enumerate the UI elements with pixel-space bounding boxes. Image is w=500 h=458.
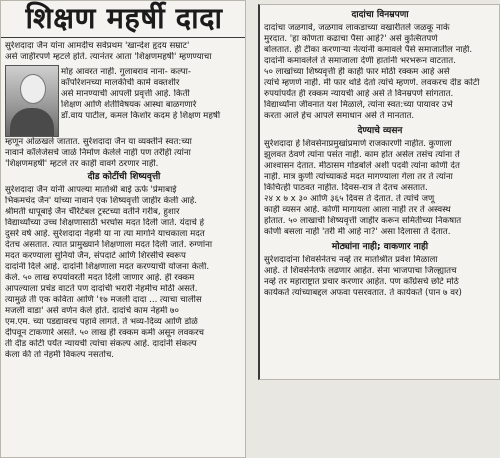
text-line: करता आले हेच आपले समाधान असे ते मानतात. [264, 111, 415, 121]
text-line: नाही. मात्र कुणी त्यांच्याकडे मदत मागण्याला गेला तर ते त्यांना [264, 172, 453, 182]
portrait-body [10, 108, 54, 136]
text-line: होतात. ५० लाखाची शिष्यवृत्ती जाहीर करून समितीच्या निकषात [264, 216, 462, 226]
text-line: सुरेशदादा जैन यांना आमदीच सर्वप्रथम 'खान्देश हृदय सम्राट' [5, 41, 190, 51]
text-line: 'शिक्षणमहर्षी' म्हटले तर काही वावगे ठरणार नाही. [5, 159, 159, 169]
left-article-clipping [0, 0, 246, 458]
paragraph-2 [264, 139, 498, 238]
text-line: काही व्यसन आहे. कोणी मागायला आला नाही तर ते अस्वस्थ [264, 205, 451, 215]
text-line: मोह आवरत नाही. गुलाबराव नाना- कल्पा- [61, 67, 191, 77]
subheading: देण्याचे व्यसन [357, 126, 403, 136]
text-line: नव्हे तर महाराष्ट्रात प्रचार करणार आहेत. पण काँग्रेसचे छोटे मोठे [264, 277, 459, 287]
text-line: सुरेशदादा जैन यांनी आपल्या मातोश्री बाई ऊर्फ 'प्रेमाबाई [5, 185, 177, 195]
subheading: दीड कोटींची शिष्यवृत्ती [87, 172, 161, 182]
portrait-photo [5, 65, 59, 137]
text-line: झुलवत ठेवणे त्यांना पसंत नाही. काम होत असेल तसंच त्यांना ते [264, 150, 460, 160]
subheading: मोठ्यांना नाही; वाकणार नाही [331, 242, 429, 252]
text-line: असे मानण्याची आपली प्रवृत्ती आहे. किती [61, 89, 190, 99]
text-line: किंचित्ही पाठवत नाहीत. दिवस-रात्र ते देतच असतात. [264, 183, 428, 193]
text-line: डॉ.वाय पाटील, कमल किशोर कदम हे शिक्षण महर्षी [61, 111, 221, 121]
paragraph-2 [5, 185, 243, 361]
text-line: शिक्षण आणि शेतीविषयक आस्था बाळगणारे [61, 100, 197, 110]
article-headline: शिक्षण महर्षी दादा [25, 1, 223, 35]
text-line: भिकमचंद जैन' यांच्या नावाने एक शिष्यवृत्ती जाहीर केली आहे. [5, 196, 198, 206]
text-line: त्यामुळे ती एक कविता आणि '१७ मजली दादा ... त्याचा चालीस [5, 295, 202, 305]
text-line: श्रीमती धापूबाई जैन चॅरिटेबल ट्रस्टच्या वतीने गरीब, हुशार [5, 207, 180, 217]
text-line: २४ x ७ x ३० आणि ३६५ दिवस ते देतात. ते त्यांचे जणू [264, 194, 435, 204]
text-line: केले. ५० लाख रुपयांवरती मदत दिली जाणार आहे. ही रक्कम [5, 273, 195, 283]
text-line: रुपयांपर्यंत ही रक्कम न्यायची आहे असे ते विनम्रपणे सांगतात. [264, 89, 454, 99]
text-line: म्हणून ओळखले जातात. सुरेशदादा जैन या व्यक्तीने स्वत:च्या [5, 137, 192, 147]
text-line: सुरेशदादा हे शिवसेनाप्रमुखांप्रमाणे राजकारणी नाहीत. कुणाला [264, 139, 452, 149]
text-line: आश्वासन देतात. मीठासम गोडबोले अशी पदवी त्यांना कोणी देत [264, 161, 460, 171]
text-line: विद्यार्थ्यांना जीवनात यश मिळाले, त्यांना स्वत:च्या पायावर उभे [264, 100, 453, 110]
text-line: आहे. ते शिवसेनेतर्फे लढणार आहेत. सेना भाजपाचा जिल्ह्यातच [264, 266, 457, 276]
text-line: दादांनी दिले आहे. दादांनी शिक्षणाला मदत करण्याची योजना केली. [5, 262, 210, 272]
right-article-clipping [258, 4, 500, 380]
text-line: बोलतात. ही टीका करणाऱ्या नेत्यांनी कमावले पैसे समाजातील नाही. [264, 45, 473, 55]
paragraph-1-continued [5, 137, 243, 170]
intro-paragraph [5, 41, 243, 63]
text-line: असे जाहीरपणे म्हटले होते. त्यानंतर आता 'शिक्षणमहर्षी' म्हणण्याचा [5, 52, 212, 62]
paragraph-3 [264, 255, 498, 299]
headline-rule [1, 37, 246, 38]
text-line: एम.एम. च्या पडद्यावरच पहावे लागते. ते भव्य-दिव्य आणि डोळे [5, 317, 198, 327]
text-line: मदत करण्याला सुनियो जैन, संपदाटे आणि शिरसीचे स्वरूप [5, 251, 186, 261]
text-line: दुसरे वर्ष आहे. सुरेशदादा नेहमी या ना त्या मार्गाने याचकाला मदत [5, 229, 205, 239]
text-line: दादांचा जळगावे, जळगाव लाकडाच्या वखारीतले जळकू नाके [264, 23, 450, 33]
paragraph-1 [264, 23, 498, 122]
text-line: नावाने कॉलेजेसचे जाळे निर्माण केलेले नाही पण तरीही त्यांना [5, 148, 191, 158]
text-line: ५० लाखांच्या शिष्यवृत्ती ही काही फार मोठी रक्कम आहे असे [264, 67, 450, 77]
text-line: मुरदात. 'हा कोणता कढाचा पैसा आहे?' असे कुत्सितपणे [264, 34, 438, 44]
text-line: दीपवून टाकणारे असते. ५० लाख ही रक्कम कमी असून लवकरच [5, 328, 204, 338]
text-line: ती दीड कोटी पर्यंत न्यायची त्यांचा संकल्प आहे. दादांनी संकल्प [5, 339, 197, 349]
subheading: दादांचा विनम्रपणा [351, 10, 409, 20]
text-line: कार्यकर्ते त्यांच्याबद्दल अफवा पसरवतात. ते कार्यकर्ते (पान ७ वर) [264, 288, 462, 298]
text-line: विद्यार्थ्यांच्या उच्च शिक्षणासाठी भरघोस मदत दिली जाते. यंदाचे हे [5, 218, 205, 228]
text-line: दादांनी कमावलेले ते समाजाला देणी हातांनी भरभरून वाटतात. [264, 56, 456, 66]
text-line: आपल्याला प्रचंड वाटते पण दादांची भरारी नेहमीच मोठी असते. [5, 284, 198, 294]
text-line: केला की तो नेहमी विकल्प नसतोच. [5, 350, 115, 360]
text-line: कॉर्पोरेशनच्या मालकीची कामे वक्तशीर [61, 78, 180, 88]
text-line: मजली वाडा' असे वर्णन केले होते. दादांचे काम नेहमी ७० [5, 306, 179, 316]
text-line: सुरेशदादांना शिवसेनेतच नव्हे तर मातोश्रीत प्रवेश मिळाला [264, 255, 438, 265]
text-line: कोणी बसला नाही 'तरी मी आहे ना?' असा दिलासा ते देतात. [264, 227, 451, 237]
paragraph-beside-photo [61, 67, 243, 122]
text-line: त्यांचे म्हणणे नाही. मी फार थोडे देतो त्यांचे म्हणणे. लवकरच दीड कोटी [264, 78, 480, 88]
text-line: देतच असतात. त्यात प्रामुख्याने शिक्षणाला मदत दिली जाते. रुग्णांना [5, 240, 213, 250]
portrait-head [20, 74, 46, 104]
